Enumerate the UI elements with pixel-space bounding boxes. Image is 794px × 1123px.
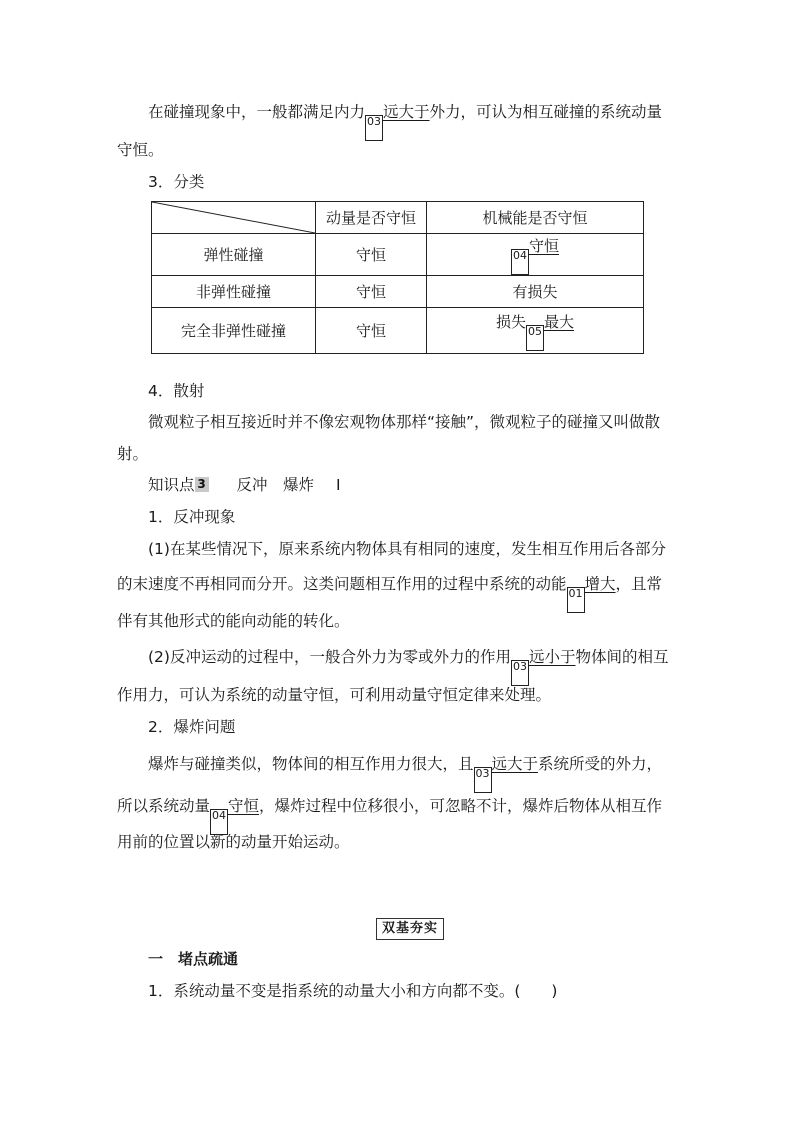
intro-line-2: 守恒。 <box>117 141 164 159</box>
blank-number: 04 <box>511 249 529 275</box>
row-name: 弹性碰撞 <box>152 234 316 276</box>
row-energy: 有损失 <box>427 276 644 308</box>
blank-number: 03 <box>365 115 383 141</box>
recoil-p1-line-1: (1)在某些情况下，原来系统内物体具有相同的速度，发生相互作用后各部分 <box>148 540 666 558</box>
answer-text: 远小于 <box>528 648 576 666</box>
blank-number: 04 <box>210 809 228 835</box>
section-box-title: 双基夯实 <box>376 918 444 940</box>
section-title-classification: 3．分类 <box>148 173 205 191</box>
blank-number: 05 <box>526 325 544 351</box>
knowledge-point-heading: 知识点 3 反冲 爆炸 Ⅰ <box>148 476 341 494</box>
recoil-p1-line-2: 的末速度不再相同而分开。这类问题相互作用的过程中系统的动能01增大，且常 <box>117 573 677 613</box>
scattering-line-2: 射。 <box>117 445 149 463</box>
diagonal-header-cell <box>152 202 316 234</box>
answer-text: 远大于 <box>383 103 430 121</box>
blank-number: 03 <box>511 660 529 686</box>
row-momentum: 守恒 <box>316 308 427 354</box>
header-mechanical-energy: 机械能是否守恒 <box>427 202 644 234</box>
recoil-p2-line-1: (2)反冲运动的过程中，一般合外力为零或外力的作用03远小于物体间的相互 <box>148 646 708 686</box>
explosion-line-3: 用前的位置以新的动量开始运动。 <box>117 833 350 851</box>
row-name: 非弹性碰撞 <box>152 276 316 308</box>
scattering-line-1: 微观粒子相互接近时并不像宏观物体那样“接触”，微观粒子的碰撞又叫做散 <box>148 413 661 431</box>
part-heading: 一 堵点疏通 <box>148 950 239 968</box>
answer-text: 守恒 <box>228 797 260 815</box>
row-energy <box>427 234 644 276</box>
section-title-explosion: 2．爆炸问题 <box>148 718 236 736</box>
row-energy: 损失05最大 <box>427 308 644 354</box>
blank-number: 01 <box>567 587 585 613</box>
intro-line-1: 在碰撞现象中，一般都满足内力03远大于外力，可认为相互碰撞的系统动量 <box>148 101 708 141</box>
answer-text: 增大 <box>584 575 616 593</box>
answer-text: 守恒 <box>528 236 559 255</box>
table-row <box>152 234 644 276</box>
explosion-line-2: 所以系统动量04守恒，爆炸过程中位移很小，可忽略不计，爆炸后物体从相互作 <box>117 795 677 835</box>
table-row <box>152 308 644 354</box>
row-name: 完全非弹性碰撞 <box>152 308 316 354</box>
answer-text: 远大于 <box>491 755 539 773</box>
explosion-line-1: 爆炸与碰撞类似，物体间的相互作用力很大，且03远大于系统所受的外力， <box>148 753 708 793</box>
collision-classification-table <box>151 201 644 354</box>
question-1: 1．系统动量不变是指系统的动量大小和方向都不变。( ) <box>148 982 558 1000</box>
diagonal-line <box>152 202 315 233</box>
row-momentum: 守恒 <box>316 234 427 276</box>
section-title-recoil: 1．反冲现象 <box>148 508 236 526</box>
header-momentum: 动量是否守恒 <box>316 202 427 234</box>
blank-number: 03 <box>474 767 492 793</box>
section-title-scattering: 4．散射 <box>148 382 205 400</box>
recoil-p1-line-3: 伴有其他形式的能向动能的转化。 <box>117 612 350 630</box>
recoil-p2-line-2: 作用力，可认为系统的动量守恒，可利用动量守恒定律来处理。 <box>117 686 552 704</box>
row-momentum: 守恒 <box>316 276 427 308</box>
table-row <box>152 276 644 308</box>
answer-text: 最大 <box>544 312 575 331</box>
knowledge-point-badge: 3 <box>195 477 209 492</box>
